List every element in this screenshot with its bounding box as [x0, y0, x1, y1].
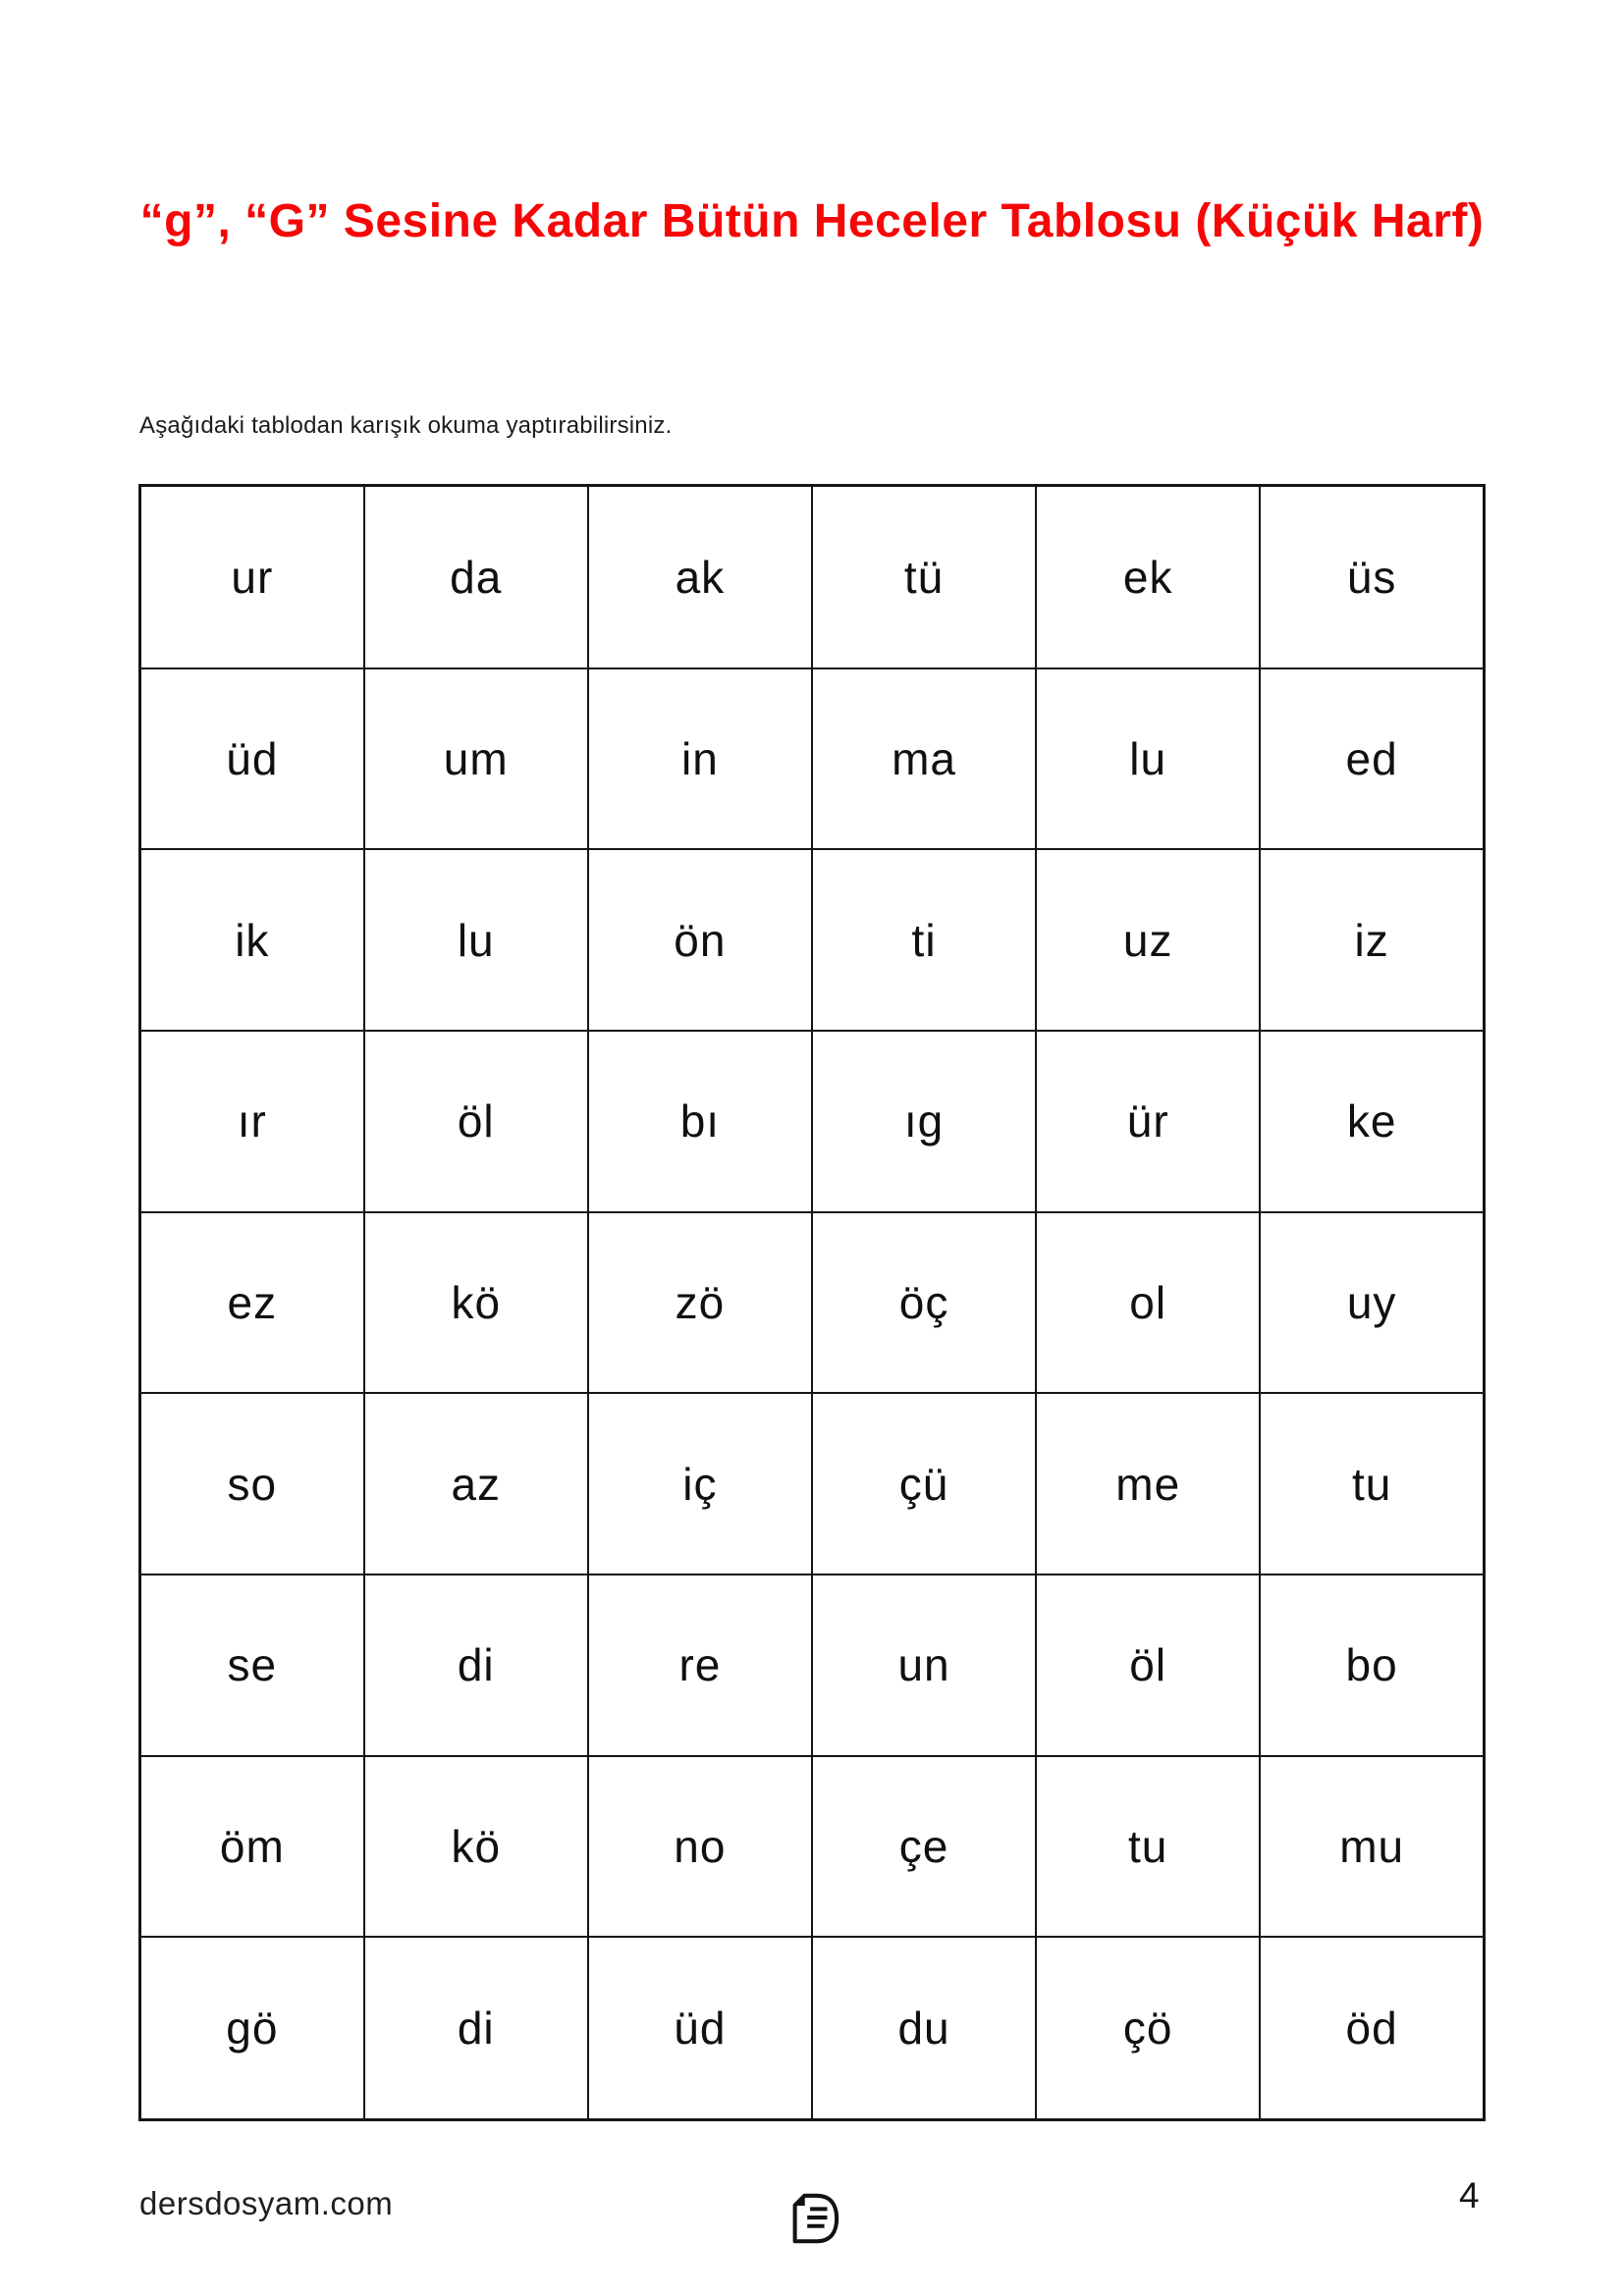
syllable-cell: çe [812, 1756, 1036, 1938]
syllable-cell: lu [364, 849, 588, 1031]
syllable-cell: tu [1036, 1756, 1260, 1938]
syllable-cell: un [812, 1575, 1036, 1756]
syllable-cell: iz [1260, 849, 1484, 1031]
syllable-cell: da [364, 486, 588, 668]
syllable-cell: re [588, 1575, 812, 1756]
syllable-cell: ıg [812, 1031, 1036, 1212]
table-row [140, 1031, 1485, 1212]
instruction-text: Aşağıdaki tablodan karışık okuma yaptırabilirsiniz. [139, 412, 673, 439]
syllable-cell: ti [812, 849, 1036, 1031]
syllable-cell: uy [1260, 1212, 1484, 1394]
syllable-cell: iç [588, 1393, 812, 1575]
syllable-cell: üs [1260, 486, 1484, 668]
syllable-cell: öd [1260, 1937, 1484, 2119]
page-number: 4 [1459, 2175, 1480, 2216]
syllable-cell: kö [364, 1212, 588, 1394]
syllable-cell: in [588, 668, 812, 850]
syllable-cell: ır [140, 1031, 364, 1212]
syllable-cell: gö [140, 1937, 364, 2119]
syllable-cell: me [1036, 1393, 1260, 1575]
syllable-cell: ke [1260, 1031, 1484, 1212]
syllable-cell: di [364, 1575, 588, 1756]
syllable-cell: çö [1036, 1937, 1260, 2119]
syllable-cell: so [140, 1393, 364, 1575]
document-icon [782, 2191, 842, 2253]
syllable-cell: tu [1260, 1393, 1484, 1575]
syllable-table-body [140, 486, 1485, 2120]
syllable-cell: öç [812, 1212, 1036, 1394]
syllable-cell: ur [140, 486, 364, 668]
table-row [140, 1393, 1485, 1575]
syllable-cell: öl [364, 1031, 588, 1212]
syllable-cell: no [588, 1756, 812, 1938]
syllable-cell: ön [588, 849, 812, 1031]
syllable-cell: öl [1036, 1575, 1260, 1756]
syllable-cell: di [364, 1937, 588, 2119]
syllable-cell: üd [140, 668, 364, 850]
footer-site-url: dersdosyam.com [139, 2185, 394, 2221]
syllable-cell: ez [140, 1212, 364, 1394]
syllable-cell: kö [364, 1756, 588, 1938]
table-row [140, 668, 1485, 850]
syllable-cell: üd [588, 1937, 812, 2119]
syllable-cell: ak [588, 486, 812, 668]
syllable-cell: az [364, 1393, 588, 1575]
syllable-cell: ol [1036, 1212, 1260, 1394]
syllable-cell: ed [1260, 668, 1484, 850]
syllable-cell: ma [812, 668, 1036, 850]
table-row [140, 486, 1485, 668]
syllable-cell: ek [1036, 486, 1260, 668]
syllable-cell: tü [812, 486, 1036, 668]
syllable-cell: ür [1036, 1031, 1260, 1212]
syllable-cell: du [812, 1937, 1036, 2119]
syllable-table [138, 484, 1486, 2121]
syllable-cell: çü [812, 1393, 1036, 1575]
syllable-cell: zö [588, 1212, 812, 1394]
syllable-cell: mu [1260, 1756, 1484, 1938]
table-row [140, 1575, 1485, 1756]
table-row [140, 1756, 1485, 1938]
syllable-cell: bı [588, 1031, 812, 1212]
syllable-cell: se [140, 1575, 364, 1756]
syllable-cell: ik [140, 849, 364, 1031]
syllable-cell: bo [1260, 1575, 1484, 1756]
syllable-cell: um [364, 668, 588, 850]
syllable-cell: lu [1036, 668, 1260, 850]
table-row [140, 849, 1485, 1031]
page-title: “g”, “G” Sesine Kadar Bütün Heceler Tablosu (Küçük Harf) [139, 195, 1485, 247]
syllable-cell: öm [140, 1756, 364, 1938]
syllable-cell: uz [1036, 849, 1260, 1031]
table-row [140, 1212, 1485, 1394]
table-row [140, 1937, 1485, 2119]
